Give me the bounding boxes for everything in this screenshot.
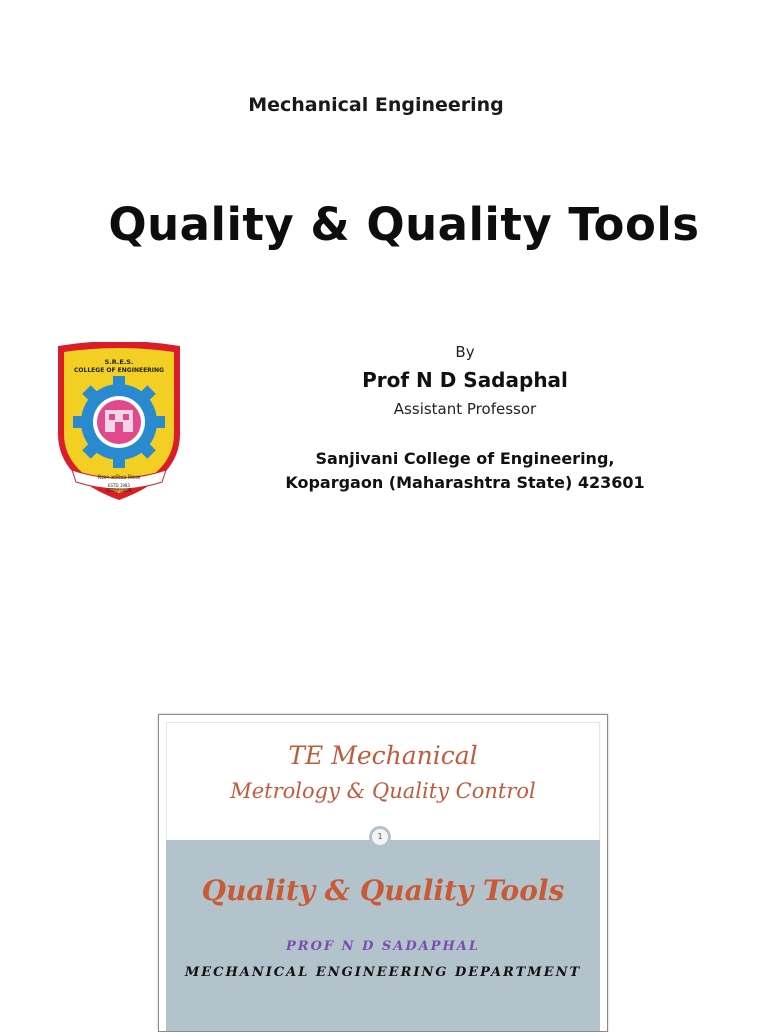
by-label: By bbox=[455, 343, 475, 361]
author-role: Assistant Professor bbox=[393, 400, 537, 418]
slide-department: MECHANICAL ENGINEERING DEPARTMENT bbox=[184, 965, 582, 980]
svg-text:विज्ञान आधिशत विकास: विज्ञान आधिशत विकास bbox=[97, 475, 141, 481]
slide-course: TE Mechanical bbox=[288, 741, 478, 770]
slide-body-panel bbox=[166, 840, 600, 1031]
college-address: Kopargaon (Maharashtra State) 423601 bbox=[285, 473, 645, 492]
slide-page-number: 1 bbox=[369, 826, 391, 848]
svg-text:S.R.E.S.: S.R.E.S. bbox=[104, 358, 134, 366]
author-name: Prof N D Sadaphal bbox=[362, 368, 568, 392]
slide-header-panel bbox=[166, 722, 600, 842]
gear-icon bbox=[73, 376, 165, 468]
page-title: Quality & Quality Tools bbox=[108, 198, 700, 251]
slide-author: PROF N D SADAPHAL bbox=[286, 939, 480, 954]
slide-thumbnail bbox=[158, 714, 608, 1032]
college-name: Sanjivani College of Engineering, bbox=[315, 449, 615, 468]
svg-text:KOPARGAON: KOPARGAON bbox=[106, 488, 132, 493]
svg-text:ESTD 1983: ESTD 1983 bbox=[107, 483, 131, 488]
slide-subject: Metrology & Quality Control bbox=[230, 779, 536, 803]
svg-text:COLLEGE OF ENGINEERING: COLLEGE OF ENGINEERING bbox=[74, 367, 164, 374]
department-heading: Mechanical Engineering bbox=[248, 94, 504, 116]
slide-title: Quality & Quality Tools bbox=[201, 874, 565, 907]
college-logo bbox=[52, 342, 186, 504]
